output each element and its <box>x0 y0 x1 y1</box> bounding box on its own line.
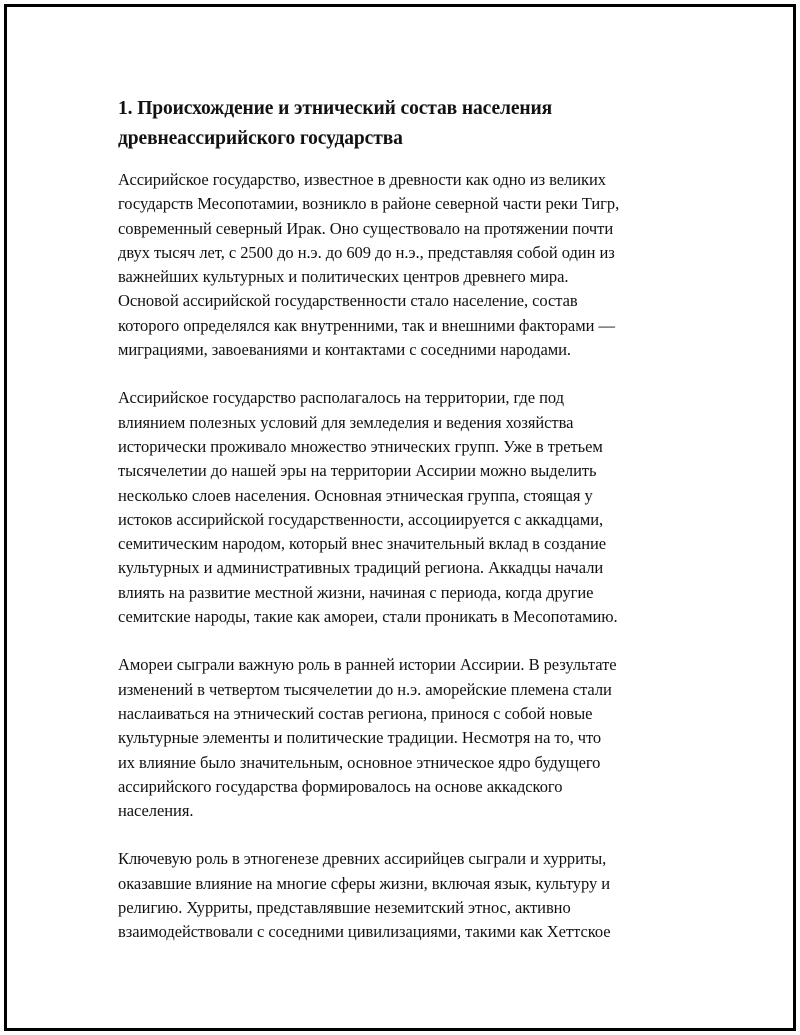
text-line: Ключевую роль в этногенезе древних ассирийцев сыграли и хурриты, <box>118 849 607 869</box>
paragraph-3 <box>118 653 688 823</box>
text-line: Ассирийское государство, известное в древности как одно из великих <box>118 170 606 189</box>
text-line: важнейших культурных и политических центров древнего мира. <box>118 267 569 287</box>
text-line: оказавшие влияние на многие сферы жизни, включая язык, культуру и <box>118 873 611 893</box>
text-line: исторически проживало множество этнических групп. Уже в третьем <box>118 436 603 456</box>
text-line: культурные элементы и политические традиции. Несмотря на то, что <box>118 728 602 748</box>
document-body <box>118 94 688 969</box>
text-line: которого определялся как внутренними, так и внешними факторами — <box>118 315 615 335</box>
heading-line: 1. Происхождение и этнический состав населения <box>118 98 553 119</box>
text-line: современный северный Ирак. Оно существовало на протяжении почти <box>118 218 614 238</box>
text-line: культурных и административных традиций региона. Аккадцы начали <box>118 558 604 578</box>
text-line: взаимодействовали с соседними цивилизациями, такими как Хеттское <box>118 922 611 942</box>
text-line: ассирийского государства формировалось на основе аккадского <box>118 776 563 796</box>
text-line: семитическим народом, который внес значительный вклад в создание <box>118 534 607 554</box>
paragraph-1 <box>118 168 688 362</box>
section-heading <box>118 94 688 154</box>
text-line: влиять на развитие местной жизни, начиная с периода, когда другие <box>118 582 594 602</box>
text-line: тысячелетии до нашей эры на территории Ассирии можно выделить <box>118 461 597 481</box>
text-line: населения. <box>118 801 194 821</box>
text-line: двух тысяч лет, с 2500 до н.э. до 609 до н.э., представляя собой один из <box>118 242 615 262</box>
paragraph-4 <box>118 847 688 944</box>
text-line: Основой ассирийской государственности стало население, состав <box>118 291 578 311</box>
text-line: Амореи сыграли важную роль в ранней истории Ассирии. В результате <box>118 655 617 675</box>
text-line: миграциями, завоеваниями и контактами с соседними народами. <box>118 340 571 360</box>
paragraph-2 <box>118 386 688 629</box>
text-line: их влияние было значительным, основное этническое ядро будущего <box>118 752 601 772</box>
text-line: семитские народы, такие как амореи, стали проникать в Месопотамию. <box>118 607 618 627</box>
text-line: наслаиваться на этнический состав региона, принося с собой новые <box>118 703 593 723</box>
heading-line: древнеассирийского государства <box>118 128 403 149</box>
text-line: истоков ассирийской государственности, ассоциируется с аккадцами, <box>118 509 604 529</box>
text-line: Ассирийское государство располагалось на территории, где под <box>118 388 564 408</box>
text-line: религию. Хурриты, представлявшие неземитский этнос, активно <box>118 898 571 918</box>
text-line: государств Месопотамии, возникло в районе северной части реки Тигр, <box>118 194 620 214</box>
text-line: влиянием полезных условий для земледелия и ведения хозяйства <box>118 412 574 432</box>
text-line: несколько слоев населения. Основная этническая группа, стоящая у <box>118 485 593 505</box>
text-line: изменений в четвертом тысячелетии до н.э. аморейские племена стали <box>118 679 612 699</box>
